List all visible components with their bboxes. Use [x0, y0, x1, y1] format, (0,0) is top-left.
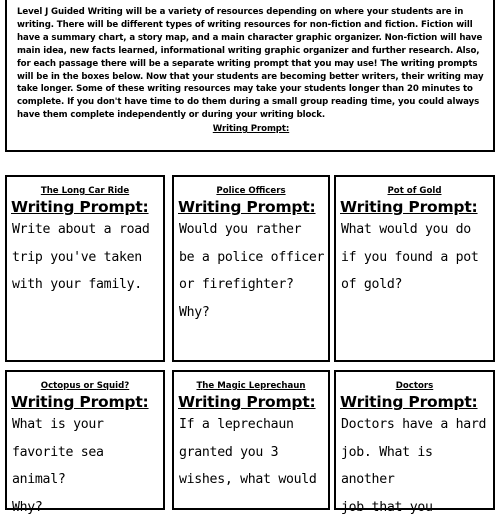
card-line: If a leprechaun [179, 411, 328, 439]
card-line: job. What is another [341, 439, 493, 494]
card-line: Doctors have a hard [341, 411, 493, 439]
intro-caption: Writing Prompt: [17, 123, 485, 136]
card-heading: Writing Prompt: [11, 198, 163, 216]
card-line: trip you've taken [12, 244, 163, 272]
card-line: granted you 3 [179, 439, 328, 467]
card-line: Why? [12, 494, 163, 521]
card-line: of gold? [341, 271, 493, 299]
card-title: The Long Car Ride [7, 186, 163, 196]
intro-paragraph: Level J Guided Writing will be a variety of resources depending on where your students are in writing. There will be different types of writing resources for non-fiction and fiction. Fiction will have a summary chart, a story map, and a main character graphic organizer. Non-fiction will have main idea, new facts learned, informational writing graphic organizer and further research. Also, for each passage there will be a separate writing prompt that you may use! The writing prompts will be in the boxes below. Now that your students are becoming better writers, their writing may take longer. Some of these writing resources may take your students longer than 20 minutes to complete. If you don't have time to do them during a small group reading time, you could always have them complete independently or during your writing block. [17, 6, 485, 122]
card-line: Write about a road [12, 216, 163, 244]
card-line: or firefighter? [179, 271, 328, 299]
prompt-card-long-car-ride [5, 175, 165, 362]
card-line: Why? [179, 299, 328, 327]
card-line: What would you do [341, 216, 493, 244]
prompt-card-pot-of-gold [334, 175, 495, 362]
card-body [12, 216, 163, 299]
card-heading: Writing Prompt: [11, 393, 163, 411]
card-line: Would you rather [179, 216, 328, 244]
card-body [12, 411, 163, 521]
card-line: if you found a pot [341, 244, 493, 272]
prompt-card-magic-leprechaun [172, 370, 330, 510]
card-heading: Writing Prompt: [178, 393, 328, 411]
card-line: with your family. [12, 271, 163, 299]
card-heading: Writing Prompt: [340, 198, 493, 216]
card-title: Pot of Gold [336, 186, 493, 196]
card-line: job that you [341, 494, 493, 521]
prompt-card-octopus-or-squid [5, 370, 165, 510]
card-line: wishes, what would [179, 466, 328, 494]
card-title: Doctors [336, 381, 493, 391]
card-body [341, 216, 493, 299]
intro-box [5, 0, 495, 152]
card-title: Police Officers [174, 186, 328, 196]
card-heading: Writing Prompt: [178, 198, 328, 216]
card-title: Octopus or Squid? [7, 381, 163, 391]
card-body [341, 411, 493, 521]
card-body [179, 216, 328, 326]
card-line: What is your [12, 411, 163, 439]
card-heading: Writing Prompt: [340, 393, 493, 411]
card-line: favorite sea animal? [12, 439, 163, 494]
card-body [179, 411, 328, 494]
prompt-card-police-officers [172, 175, 330, 362]
prompt-card-doctors [334, 370, 495, 510]
card-title: The Magic Leprechaun [174, 381, 328, 391]
card-line: be a police officer [179, 244, 328, 272]
